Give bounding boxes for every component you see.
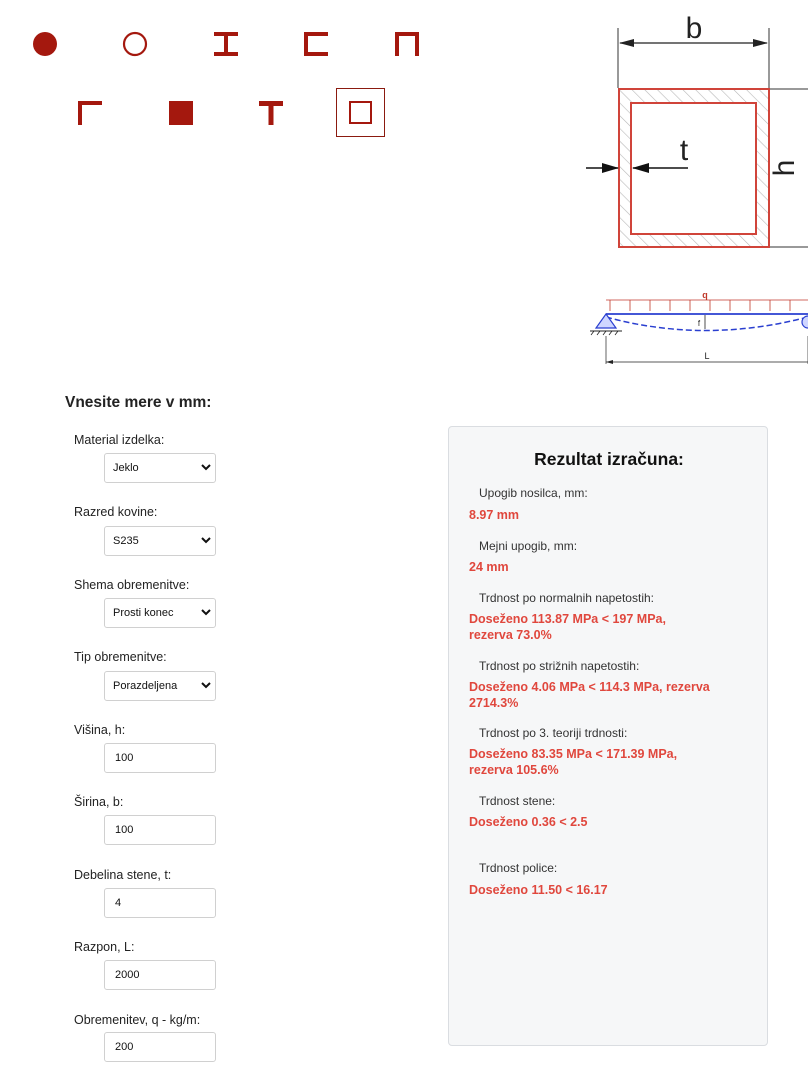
- grade-label: Razred kovine:: [74, 505, 158, 519]
- span-label: Razpon, L:: [74, 940, 135, 954]
- dimension-h-label: h: [768, 159, 801, 177]
- load-scheme-label: Shema obremenitve:: [74, 578, 190, 592]
- shape-channel[interactable]: [303, 31, 329, 57]
- shape-t-beam[interactable]: [258, 100, 284, 126]
- flange-strength-value: Doseženo 11.50 < 16.17: [469, 883, 608, 897]
- dimension-b-label: b: [685, 12, 703, 45]
- wall-strength-value: Doseženo 0.36 < 2.5: [469, 815, 588, 829]
- deflection-f-label: f: [697, 319, 701, 328]
- shape-square-bar[interactable]: [168, 100, 194, 126]
- shape-angle[interactable]: [77, 100, 103, 126]
- material-select[interactable]: [104, 453, 216, 483]
- limit-deflection-value: 24 mm: [469, 560, 509, 574]
- load-type-select[interactable]: [104, 671, 216, 701]
- angle-icon: [77, 100, 103, 126]
- flange-strength-label: Trdnost police:: [479, 861, 558, 875]
- filled-square-icon: [168, 100, 194, 126]
- results-title: Rezultat izračuna:: [534, 449, 684, 469]
- i-beam-icon: [213, 31, 239, 57]
- shear-stress-value: Doseženo 4.06 MPa < 114.3 MPa, rezerva 2714.3%: [469, 680, 710, 710]
- shape-square-tube[interactable]: [337, 89, 384, 136]
- third-theory-value: Doseženo 83.35 MPa < 171.39 MPa, rezerva 105.6%: [469, 747, 678, 777]
- dimension-t-label: t: [679, 134, 689, 167]
- cross-section-diagram: [580, 0, 808, 260]
- normal-stress-label: Trdnost po normalnih napetostih:: [479, 591, 654, 605]
- load-input[interactable]: [104, 1032, 216, 1062]
- filled-circle-icon: [32, 31, 58, 57]
- normal-stress-value: Doseženo 113.87 MPa < 197 MPa, rezerva 73.0%: [469, 612, 666, 642]
- material-select-wrapper: [104, 453, 216, 483]
- third-theory-label: Trdnost po 3. teoriji trdnosti:: [479, 726, 628, 740]
- shear-stress-label: Trdnost po strižnih napetostih:: [479, 659, 640, 673]
- shape-round-tube[interactable]: [122, 31, 148, 57]
- load-q-label: q: [702, 290, 708, 300]
- shape-round-bar[interactable]: [32, 31, 58, 57]
- wall-strength-label: Trdnost stene:: [479, 794, 556, 808]
- hollow-square-icon: [337, 89, 384, 136]
- deflection-label: Upogib nosilca, mm:: [479, 486, 588, 500]
- t-beam-icon: [258, 100, 284, 126]
- channel-icon: [303, 31, 329, 57]
- beam-load-diagram: [588, 286, 808, 366]
- limit-deflection-label: Mejni upogib, mm:: [479, 539, 578, 553]
- width-input[interactable]: [104, 815, 216, 845]
- material-label: Material izdelka:: [74, 433, 165, 447]
- span-input[interactable]: [104, 960, 216, 990]
- load-type-select-wrapper: [104, 671, 216, 701]
- shape-i-beam[interactable]: [213, 31, 239, 57]
- wall-thickness-input[interactable]: [104, 888, 216, 918]
- inverted-channel-icon: [394, 31, 420, 57]
- grade-select-wrapper: [104, 526, 216, 556]
- load-scheme-select[interactable]: [104, 598, 216, 628]
- deflection-value: 8.97 mm: [469, 508, 520, 522]
- load-label: Obremenitev, q - kg/m:: [74, 1013, 201, 1027]
- load-type-label: Tip obremenitve:: [74, 650, 167, 664]
- span-L-label: L: [704, 351, 710, 361]
- form-title: Vnesite mere v mm:: [65, 394, 212, 411]
- height-input[interactable]: [104, 743, 216, 773]
- load-scheme-select-wrapper: [104, 598, 216, 628]
- height-label: Višina, h:: [74, 723, 126, 737]
- width-label: Širina, b:: [74, 795, 124, 809]
- hollow-circle-icon: [122, 31, 148, 57]
- shape-hat-channel[interactable]: [394, 31, 420, 57]
- results-panel: [448, 426, 768, 1046]
- grade-select[interactable]: [104, 526, 216, 556]
- wall-thickness-label: Debelina stene, t:: [74, 868, 172, 882]
